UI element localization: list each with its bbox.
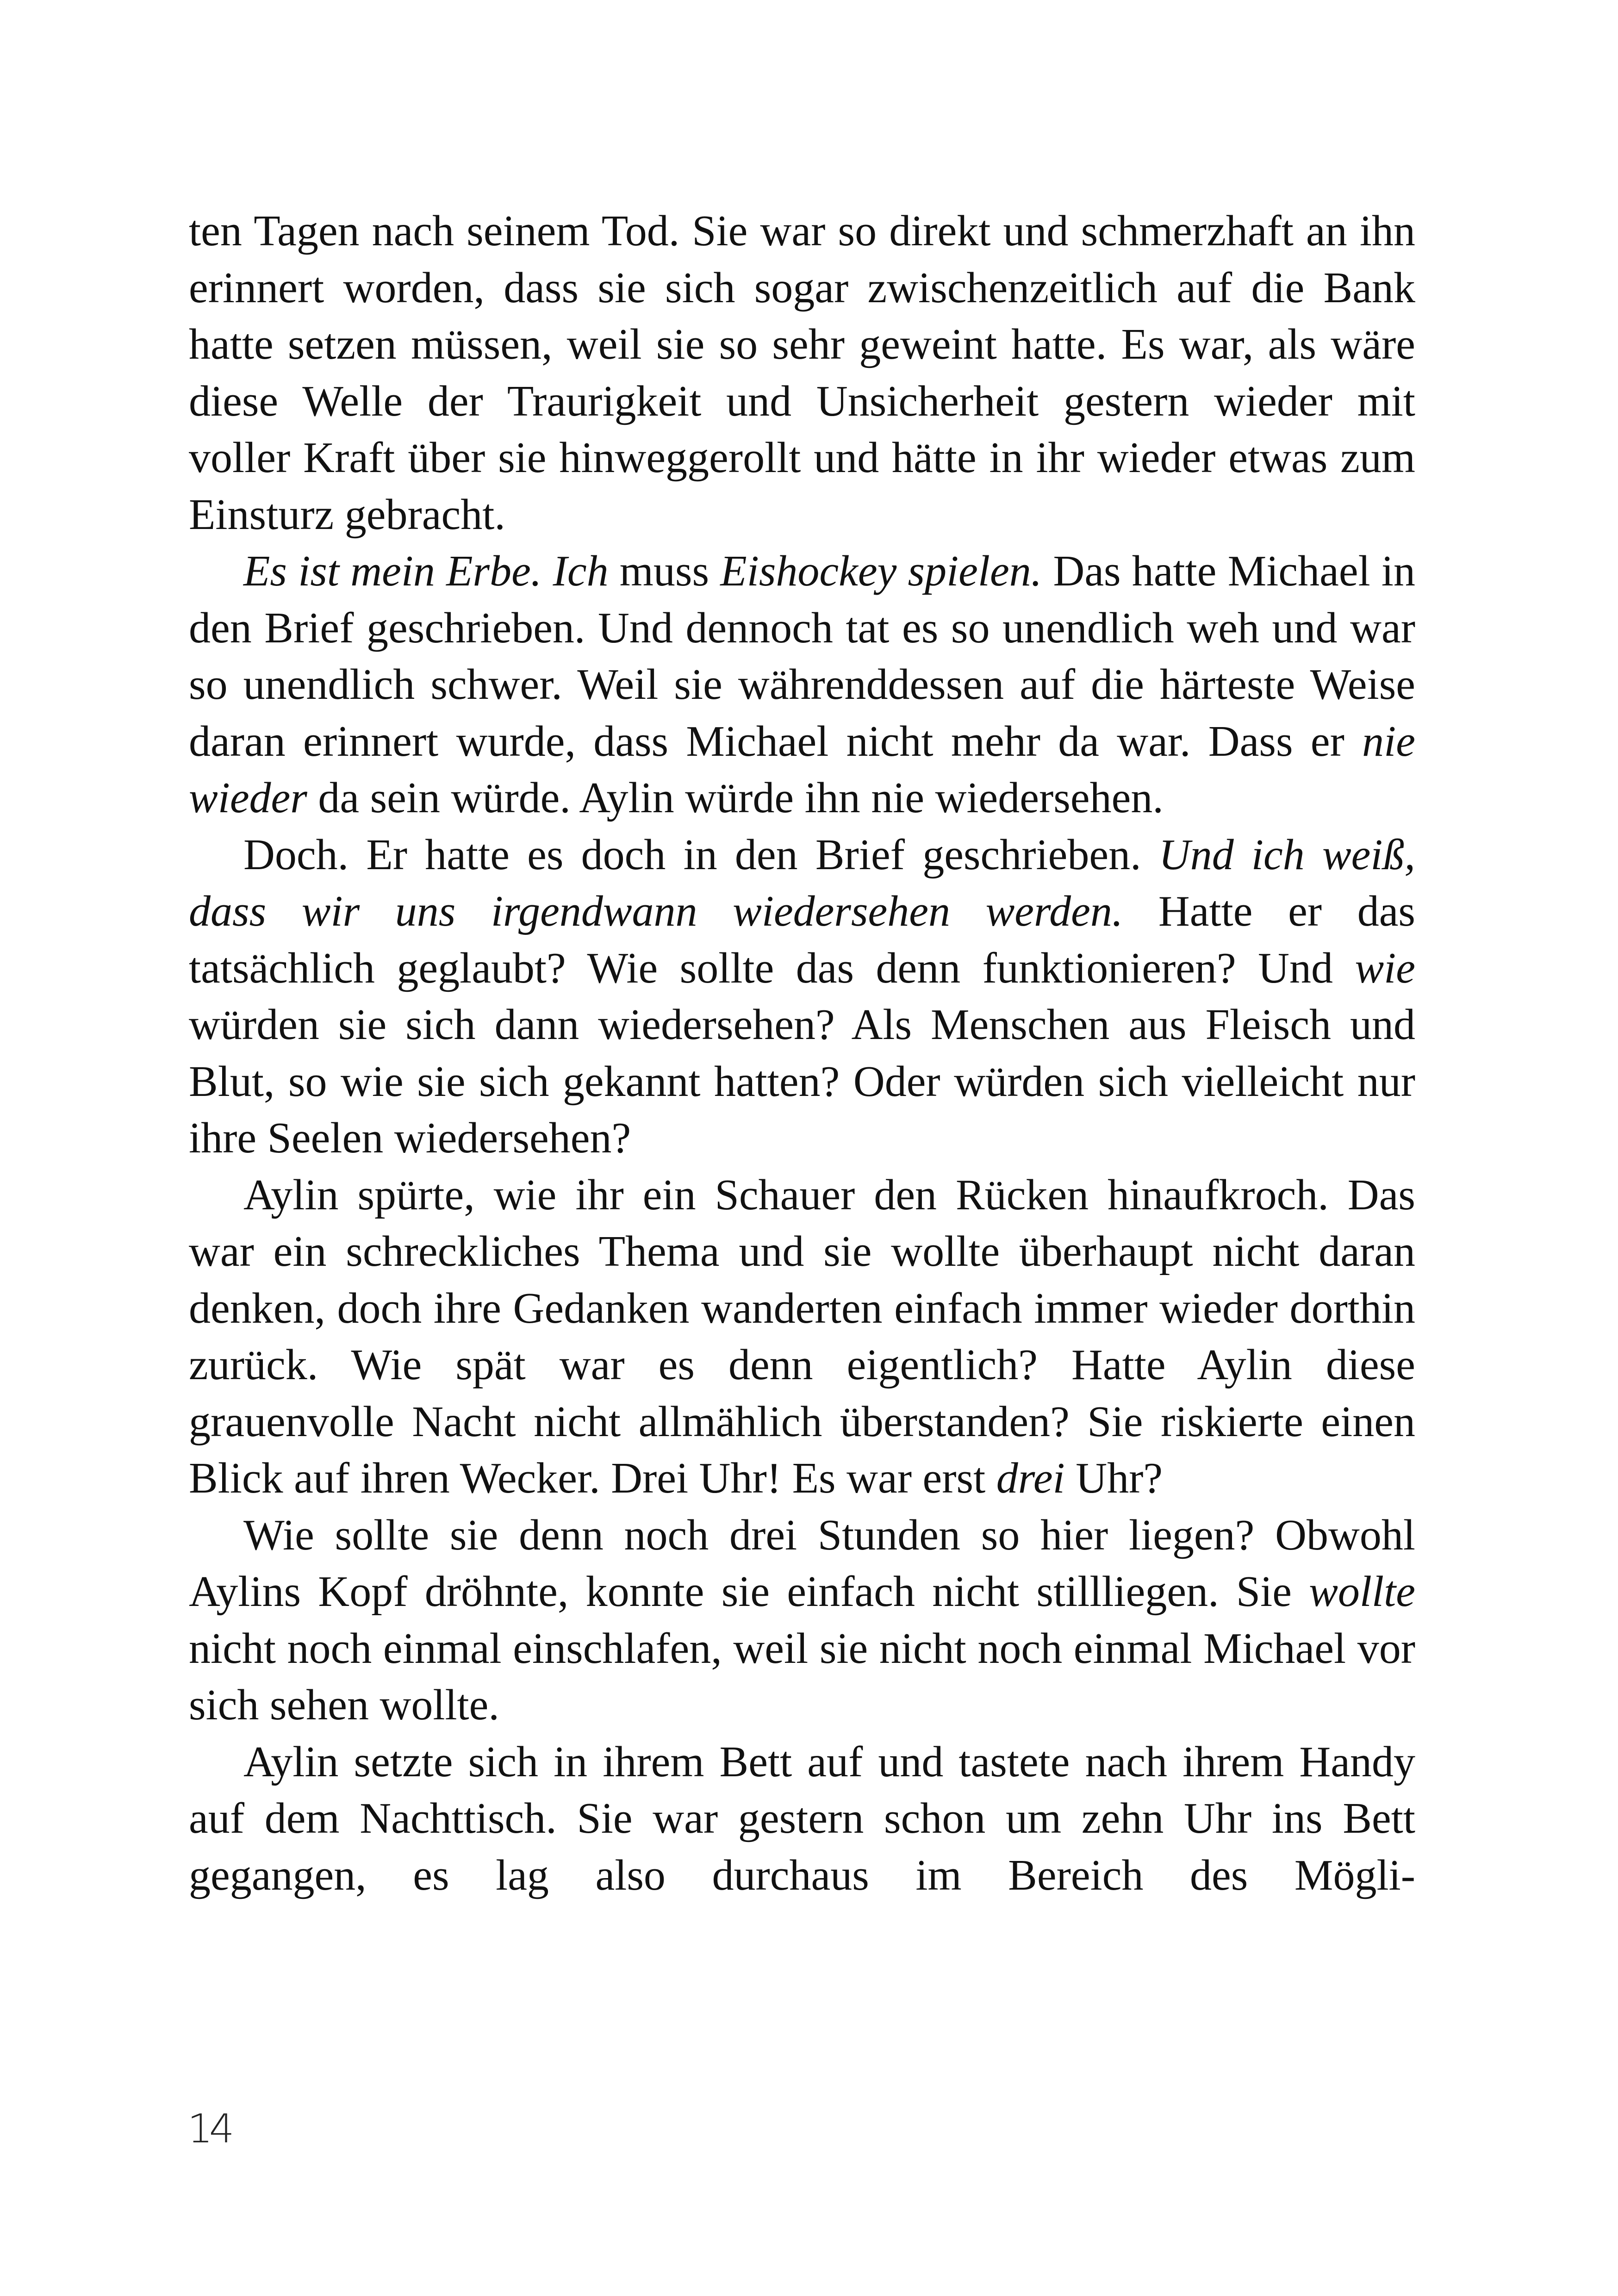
text-span: würden sie sich dann wiedersehen? Als Menschen aus Fleisch und Blut, so wie sie sich gekannt hatten? Oder würden sich vielleicht nur ihre Seelen wiedersehen? (189, 1001, 1415, 1162)
paragraph (189, 827, 1415, 1167)
text-span: nicht noch einmal einschlafen, weil sie nicht noch einmal Michael vor sich sehen wollte. (189, 1624, 1415, 1729)
paragraph (189, 1507, 1415, 1734)
body-text (189, 203, 1415, 1904)
paragraph (189, 1167, 1415, 1507)
paragraph (189, 1734, 1415, 1904)
text-span: Uhr? (1064, 1454, 1163, 1502)
text-span: muss (608, 547, 721, 595)
text-span: Aylin setzte sich in ihrem Bett auf und tastete nach ihrem Handy auf dem Nachttisch. Sie war gestern schon um zehn Uhr ins Bett gegangen, es lag also durchaus im Bereich des Mögli- (189, 1737, 1415, 1899)
italic-text-span: Eishockey spielen. (720, 547, 1042, 595)
italic-text-span: Und ich weiß, dass wir uns irgendwann wiedersehen werden. (189, 830, 1415, 935)
italic-text-span: wie (1355, 944, 1415, 992)
paragraph (189, 203, 1415, 543)
text-span: Doch. Er hatte es doch in den Brief geschrieben. (243, 830, 1159, 879)
text-span: Wie sollte sie denn noch drei Stunden so hier liegen? Obwohl Aylins Kopf dröhnte, konnte sie einfach nicht stillliegen. Sie (189, 1511, 1415, 1616)
text-span: Aylin spürte, wie ihr ein Schauer den Rücken hinaufkroch. Das war ein schreckliches Thema und sie wollte überhaupt nicht daran denken, doch ihre Gedanken wanderten einfach immer wieder dorthin zurück. Wie spät war es denn eigentlich? Hatte Aylin diese grauenvolle Nacht nicht allmählich überstanden? Sie riskierte einen Blick auf ihren Wecker. Drei Uhr! Es war erst (189, 1170, 1415, 1502)
paragraph (189, 543, 1415, 827)
italic-text-span: Es ist mein Erbe. Ich (243, 547, 609, 595)
text-span: Das hatte Michael in den Brief geschrieben. Und dennoch tat es so unendlich weh und war so unendlich schwer. Weil sie währenddessen auf die härteste Weise daran erinnert wurde, dass Michael nicht mehr da war. Dass er (189, 547, 1416, 765)
italic-text-span: drei (996, 1454, 1065, 1502)
text-span: ten Tagen nach seinem Tod. Sie war so direkt und schmerzhaft an ihn erinnert worden, dass sie sich sogar zwischenzeitlich auf die Bank hatte setzen müssen, weil sie so sehr geweint hatte. Es war, als wäre diese Welle der Traurigkeit und Unsicherheit gestern wieder mit voller Kraft über sie hinweggerollt und hätte in ihr wieder etwas zum Einsturz gebracht. (189, 207, 1415, 539)
italic-text-span: nie wieder (189, 717, 1415, 822)
page-number: 14 (187, 2106, 231, 2152)
text-span: Hatte er das tatsächlich geglaubt? Wie sollte das denn funktionieren? Und (189, 887, 1415, 992)
italic-text-span: wollte (1309, 1568, 1415, 1616)
text-span: da sein würde. Aylin würde ihn nie wiedersehen. (307, 774, 1164, 822)
